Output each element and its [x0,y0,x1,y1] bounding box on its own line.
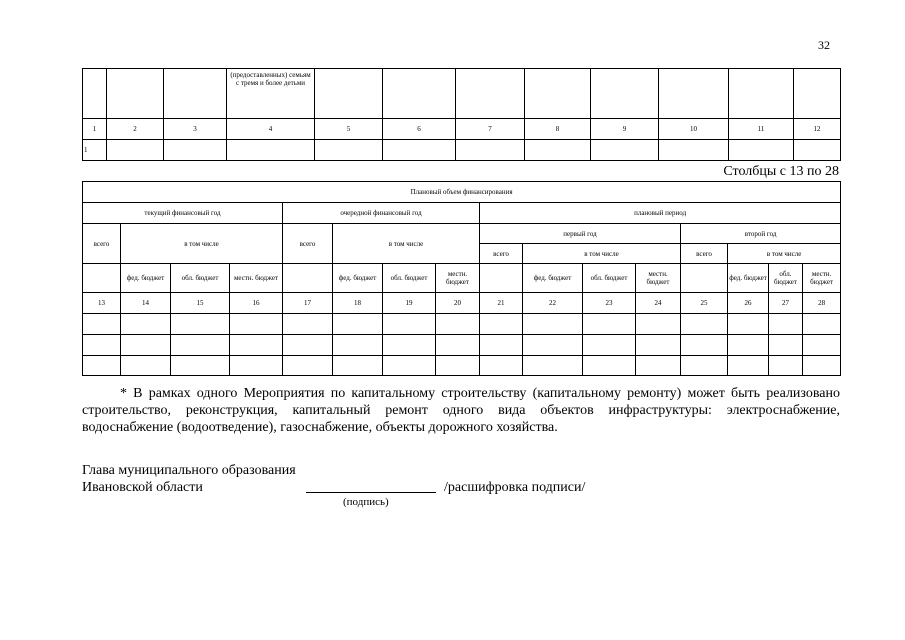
table-row-col-numbers: 13 14 15 16 17 18 19 20 21 22 23 24 25 26 27 28 [83,293,841,314]
table-part-1 [82,68,841,161]
table-row [83,335,841,356]
group-current-year: текущий финансовый год [83,203,283,224]
page-number: 32 [818,38,830,52]
cell-total: всего [83,224,121,264]
signature-line [306,492,436,493]
table-row-title [83,182,841,203]
columns-caption: Столбцы с 13 по 28 [723,164,839,179]
cell-including: в том числе [728,244,841,264]
table-financing [82,181,841,376]
cell-total: всего [480,244,523,264]
group-next-year: очередной финансовый год [283,203,480,224]
table-row [83,356,841,376]
cell-including: в том числе [121,224,283,264]
cell-total: всего [681,244,728,264]
table-row-subgroups [83,224,841,244]
table-row-groups [83,203,841,224]
table-row [83,314,841,335]
group-planned-period: плановый период [480,203,841,224]
table-row: 1 [83,140,841,161]
cell-including: в том числе [523,244,681,264]
signature-title-line1: Глава муниципального образования [82,463,296,478]
subgroup-second-year: второй год [681,224,841,244]
signature-caption: (подпись) [343,496,389,508]
footnote: * В рамках одного Мероприятия по капитальному строительству (капитальному ремонту) может быть реализовано строительство, реконструкция, капитальный ремонт одного вида объектов инфраструктуры: электроснабжение, водоснабжение (водоотведение), газоснабжение, объекты дорожного хозяйства. [82,386,840,435]
cell-including: в том числе [333,224,480,264]
table-title: Плановый объем финансирования [83,182,841,203]
cell-total: всего [283,224,333,264]
table-row-budgets: фед. бюджет обл. бюджет местн. бюджет фед. бюджет обл. бюджет местн. бюджет фед. бюджет обл. бюджет местн. бюджет фед. бюджет обл. бюджет местн. бюджет [83,264,841,293]
cell-header-text: (предоставленных) семьям с тремя и более детьми [227,69,315,119]
table-row [83,69,841,119]
subgroup-first-year: первый год [480,224,681,244]
signature-title-line2: Ивановской области [82,480,203,495]
table-row-col-numbers: 1 2 3 4 5 6 7 8 9 10 11 12 [83,119,841,140]
signature-decode: /расшифровка подписи/ [444,480,586,495]
